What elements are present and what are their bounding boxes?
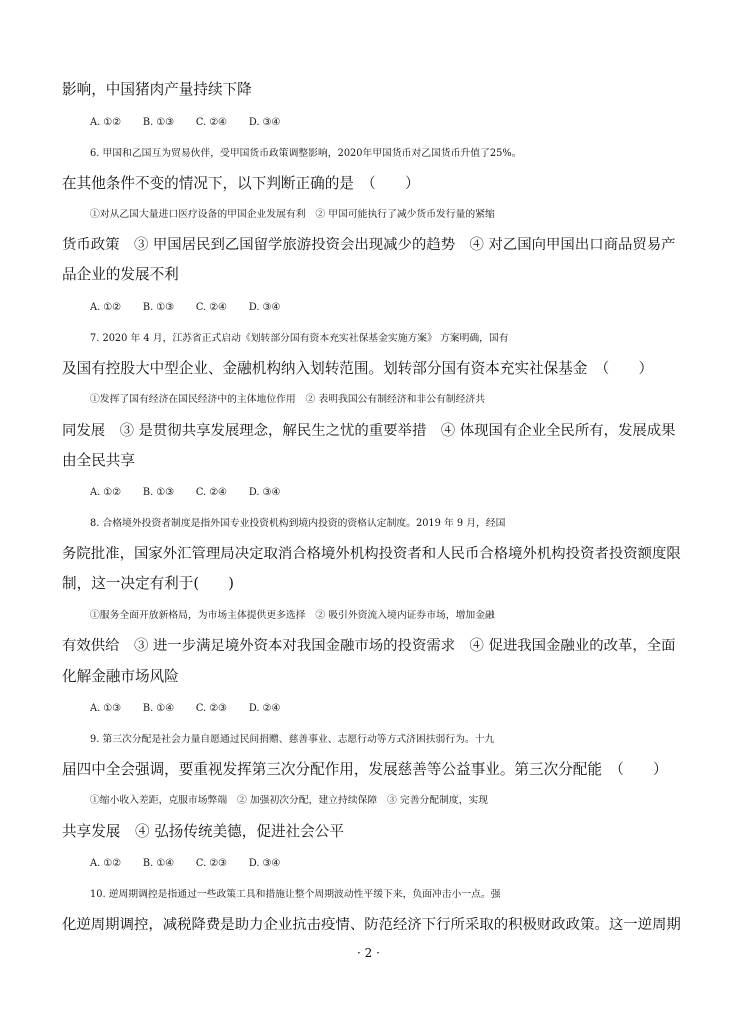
q7-options: [90, 482, 710, 504]
q9-options: [90, 853, 710, 875]
q7-stem-line-1: 7. 2020 年 4 月，江苏省正式启动《划转部分国有资本充实社保基金实施方案》 方案明确，国有: [90, 333, 509, 344]
q9-stem-line-1: 9. 第三次分配是社会力量自愿通过民间捐赠、慈善事业、志愿行动等方式济困扶弱行为。十九: [90, 734, 495, 745]
q6-options: [90, 297, 710, 319]
q8-stem-line-3: 制，这一决定有利于( ): [62, 575, 234, 592]
q9-statement-line-1: ①缩小收入差距，克服市场弊端 ② 加强初次分配，建立持续保障 ③ 完善分配制度，实现: [90, 795, 489, 806]
option-d: D. ③④: [248, 302, 281, 313]
q6-statement-line-1: ①对从乙国大量进口医疗设备的甲国企业发展有利 ② 甲国可能执行了减少货币发行量的紧缩: [90, 209, 495, 220]
q7-statement-line-1: ①发挥了国有经济在国民经济中的主体地位作用 ② 表明我国公有制经济和非公有制经济共: [90, 394, 485, 405]
q8-stem-line-2: 务院批准，国家外汇管理局决定取消合格境外机构投资者和人民币合格境外机构投资者投资额度限: [62, 546, 681, 562]
q8-statement-line-3: 化解金融市场风险: [62, 668, 179, 685]
q6-statement-line-3: 品企业的发展不利: [62, 266, 179, 283]
option-b: B. ①④: [142, 858, 174, 869]
option-a: A. ①③: [90, 703, 121, 714]
option-d: D. ③④: [248, 487, 281, 498]
q7-statement-line-3: 由全民共享: [62, 452, 135, 469]
q8-statement-line-2: 有效供给 ③ 进一步满足境外资本对我国金融市场的投资需求 ④ 促进我国金融业的改革，全面: [62, 638, 676, 654]
option-d: D. ③④: [248, 858, 281, 869]
q9-statement-line-2: 共享发展 ④ 弘扬传统美德，促进社会公平: [62, 823, 344, 840]
q10-stem-line-1: 10. 逆周期调控是指通过一些政策工具和措施让整个周期波动性平缓下来，负面冲击小一点。强: [90, 889, 501, 900]
option-a: A. ①②: [90, 487, 121, 498]
option-b: B. ①④: [142, 703, 174, 714]
q10-stem-line-2: 化逆周期调控，减税降费是助力企业抗击疫情、防范经济下行所采取的积极财政政策。这一逆周期: [62, 917, 681, 933]
page-number: · 2 ·: [357, 946, 380, 960]
q7-statement-line-2: 同发展 ③ 是贯彻共享发展理念，解民生之忧的重要举措 ④ 体现国有企业全民所有，发展成果: [62, 423, 676, 439]
q6-statement-line-2: 货币政策 ③ 甲国居民到乙国留学旅游投资会出现减少的趋势 ④ 对乙国向甲国出口商品贸易产: [62, 237, 676, 253]
q8-statement-line-1: ①服务全面开放新格局，为市场主体提供更多选择 ② 吸引外资流入境内证券市场，增加金融: [90, 610, 495, 621]
prev-question-tail: 影响，中国猪肉产量持续下降: [62, 81, 252, 98]
q6-stem-line-2: 在其他条件不变的情况下，以下判断正确的是 （ ）: [62, 175, 420, 192]
option-c: C. ②④: [195, 117, 227, 128]
q8-stem-line-1: 8. 合格境外投资者制度是指外国专业投资机构到境内投资的资格认定制度。2019 年 9 月，经国: [90, 518, 506, 529]
q7-stem-line-2: 及国有控股大中型企业、金融机构纳入划转范围。划转部分国有资本充实社保基金 （ ）: [62, 360, 654, 377]
option-c: C. ②④: [195, 302, 227, 313]
prev-options: [90, 112, 710, 134]
option-a: A. ①②: [90, 117, 121, 128]
option-b: B. ①③: [142, 487, 174, 498]
option-c: C. ②④: [195, 487, 227, 498]
option-a: A. ①②: [90, 858, 121, 869]
option-a: A. ①②: [90, 302, 121, 313]
option-d: D. ③④: [248, 117, 281, 128]
option-b: B. ①③: [142, 302, 174, 313]
q6-stem-line-1: 6. 甲国和乙国互为贸易伙伴，受甲国货币政策调整影响，2020年甲国货币对乙国货币升值了25%。: [90, 148, 522, 159]
option-b: B. ①③: [142, 117, 174, 128]
q8-options: [90, 698, 710, 720]
option-d: D. ②④: [248, 703, 281, 714]
q9-stem-line-2: 届四中全会强调，要重视发挥第三次分配作用，发展慈善等公益事业。第三次分配能 （ ）: [62, 761, 668, 778]
option-c: C. ②③: [195, 703, 227, 714]
option-c: C. ②③: [195, 858, 227, 869]
